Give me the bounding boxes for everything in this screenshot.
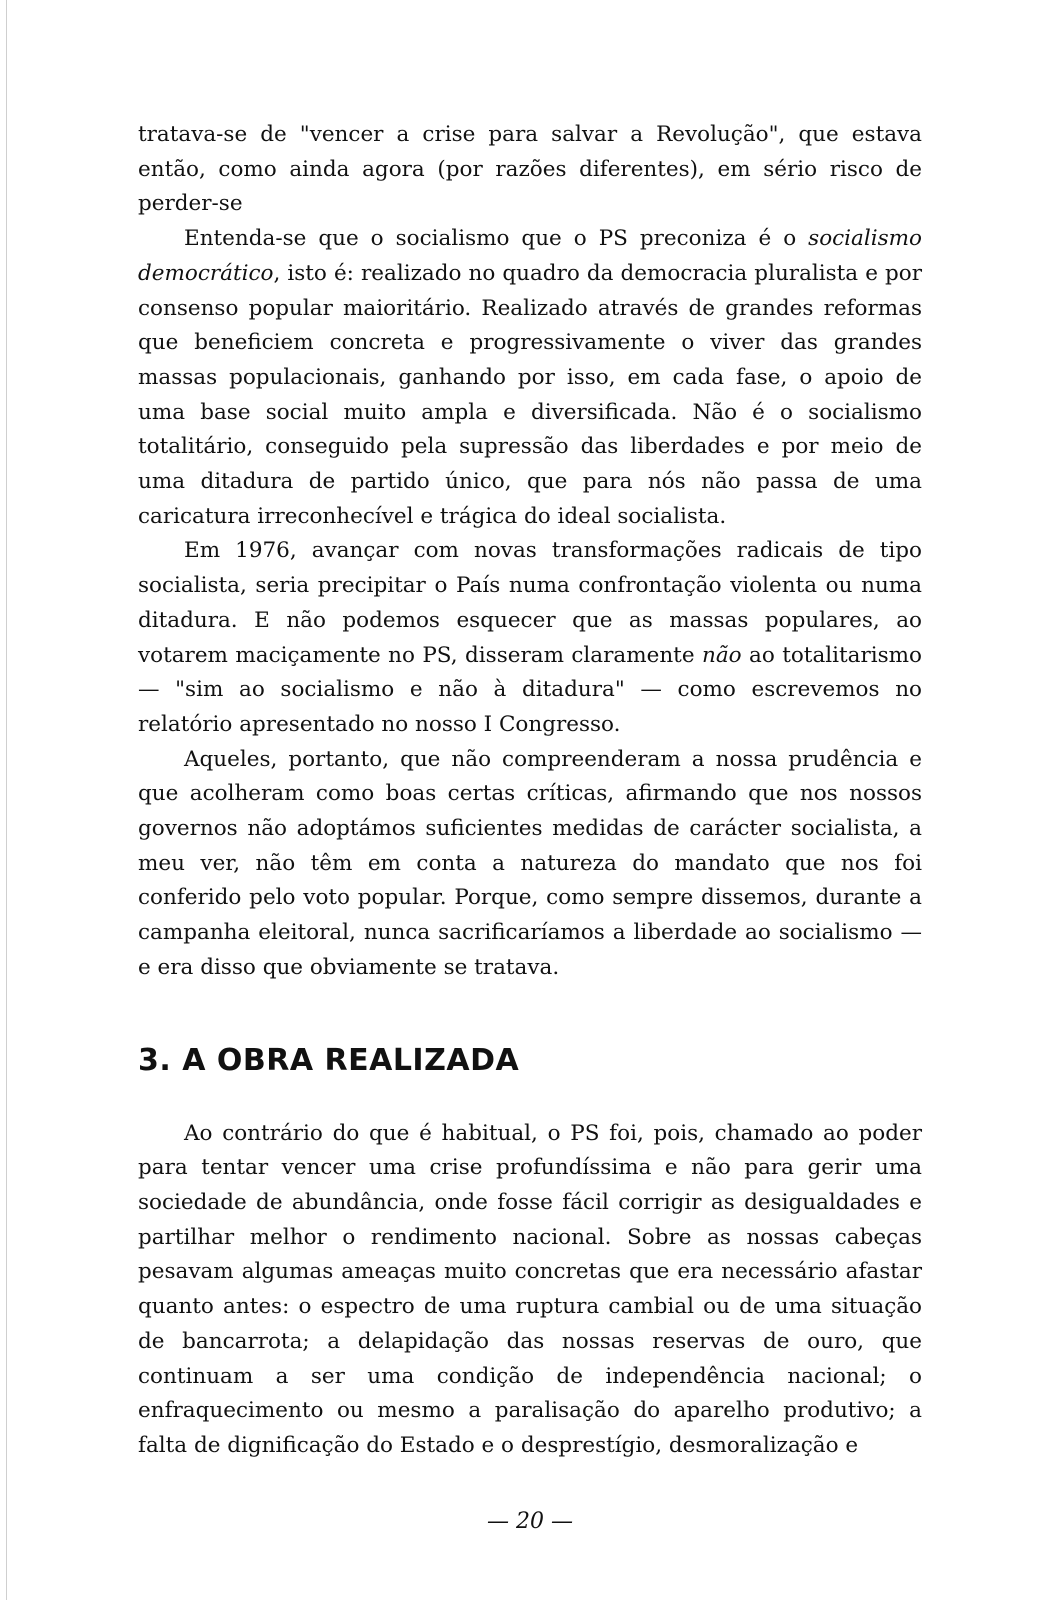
paragraph-text: ao totalitarismo — "sim ao socialismo e não à ditadura" — como escrevemos no relatório apresentado no nosso I Congresso.: [138, 642, 922, 737]
paragraph-text: Entenda-se que o socialismo que o PS preconiza é o: [184, 226, 809, 252]
paragraph-text: , isto é: realizado no quadro da democracia pluralista e por consenso popular maioritário. Realizado através de grandes reformas que beneficiem concreta e progressivamente o viver das grandes massas populacionais, ganhando por isso, em cada fase, o apoio de uma base social muito ampla e diversificada. Não é o socialismo totalitário, conseguido pela supressão das liberdades e por meio de uma ditadura de partido único, que para nós não passa de uma caricatura irreconhecível e trágica do ideal socialista.: [138, 260, 922, 529]
paragraph-1976: [138, 534, 922, 742]
paragraph-text: Em 1976, avançar com novas transformações radicais de tipo socialista, seria precipitar o País numa confrontação violenta ou numa ditadura. E não podemos esquecer que as massas populares, ao votarem maciçamente no PS, disseram claramente: [138, 538, 922, 668]
book-page: [138, 118, 922, 1464]
emphasis-text: não: [701, 642, 742, 668]
paragraph-work-done: [138, 1117, 922, 1464]
paragraph-text: Ao contrário do que é habitual, o PS foi, pois, chamado ao poder para tentar vencer uma crise profundíssima e não para gerir uma sociedade de abundância, onde fosse fácil corrigir as desigualdades e partilhar melhor o rendimento nacional. Sobre as nossas cabeças pesavam algumas ameaças muito concretas que era necessário afastar quanto antes: o espectro de uma ruptura cambial ou de uma situação de bancarrota; a delapidação das nossas reservas de ouro, que continuam a ser uma condição de independência nacional; o enfraquecimento ou mesmo a paralisação do aparelho produtivo; a falta de dignificação do Estado e o desprestígio, desmoralização e: [138, 1120, 922, 1458]
paragraph-text: tratava-se de "vencer a crise para salvar a Revolução", que estava então, como ainda agora (por razões diferentes), em sério risco de perder-se: [138, 122, 922, 217]
paragraph-continuation: [138, 118, 922, 222]
page-number: — 20 —: [487, 1509, 573, 1534]
emphasis-text: socialismo democrático: [138, 226, 922, 286]
scan-edge-line: [6, 0, 7, 1600]
paragraph-democratic-socialism: [138, 222, 922, 534]
paragraph-prudence: [138, 743, 922, 986]
paragraph-text: Aqueles, portanto, que não compreenderam a nossa prudência e que acolheram como boas certas críticas, afirmando que nos nossos governos não adoptámos suficientes medidas de carácter socialista, a meu ver, não têm em conta a natureza do mandato que nos foi conferido pelo voto popular. Porque, como sempre dissemos, durante a campanha eleitoral, nunca sacrificaríamos a liberdade ao socialismo — e era disso que obviamente se tratava.: [138, 746, 922, 980]
section-heading: 3. A OBRA REALIZADA: [138, 1042, 520, 1078]
